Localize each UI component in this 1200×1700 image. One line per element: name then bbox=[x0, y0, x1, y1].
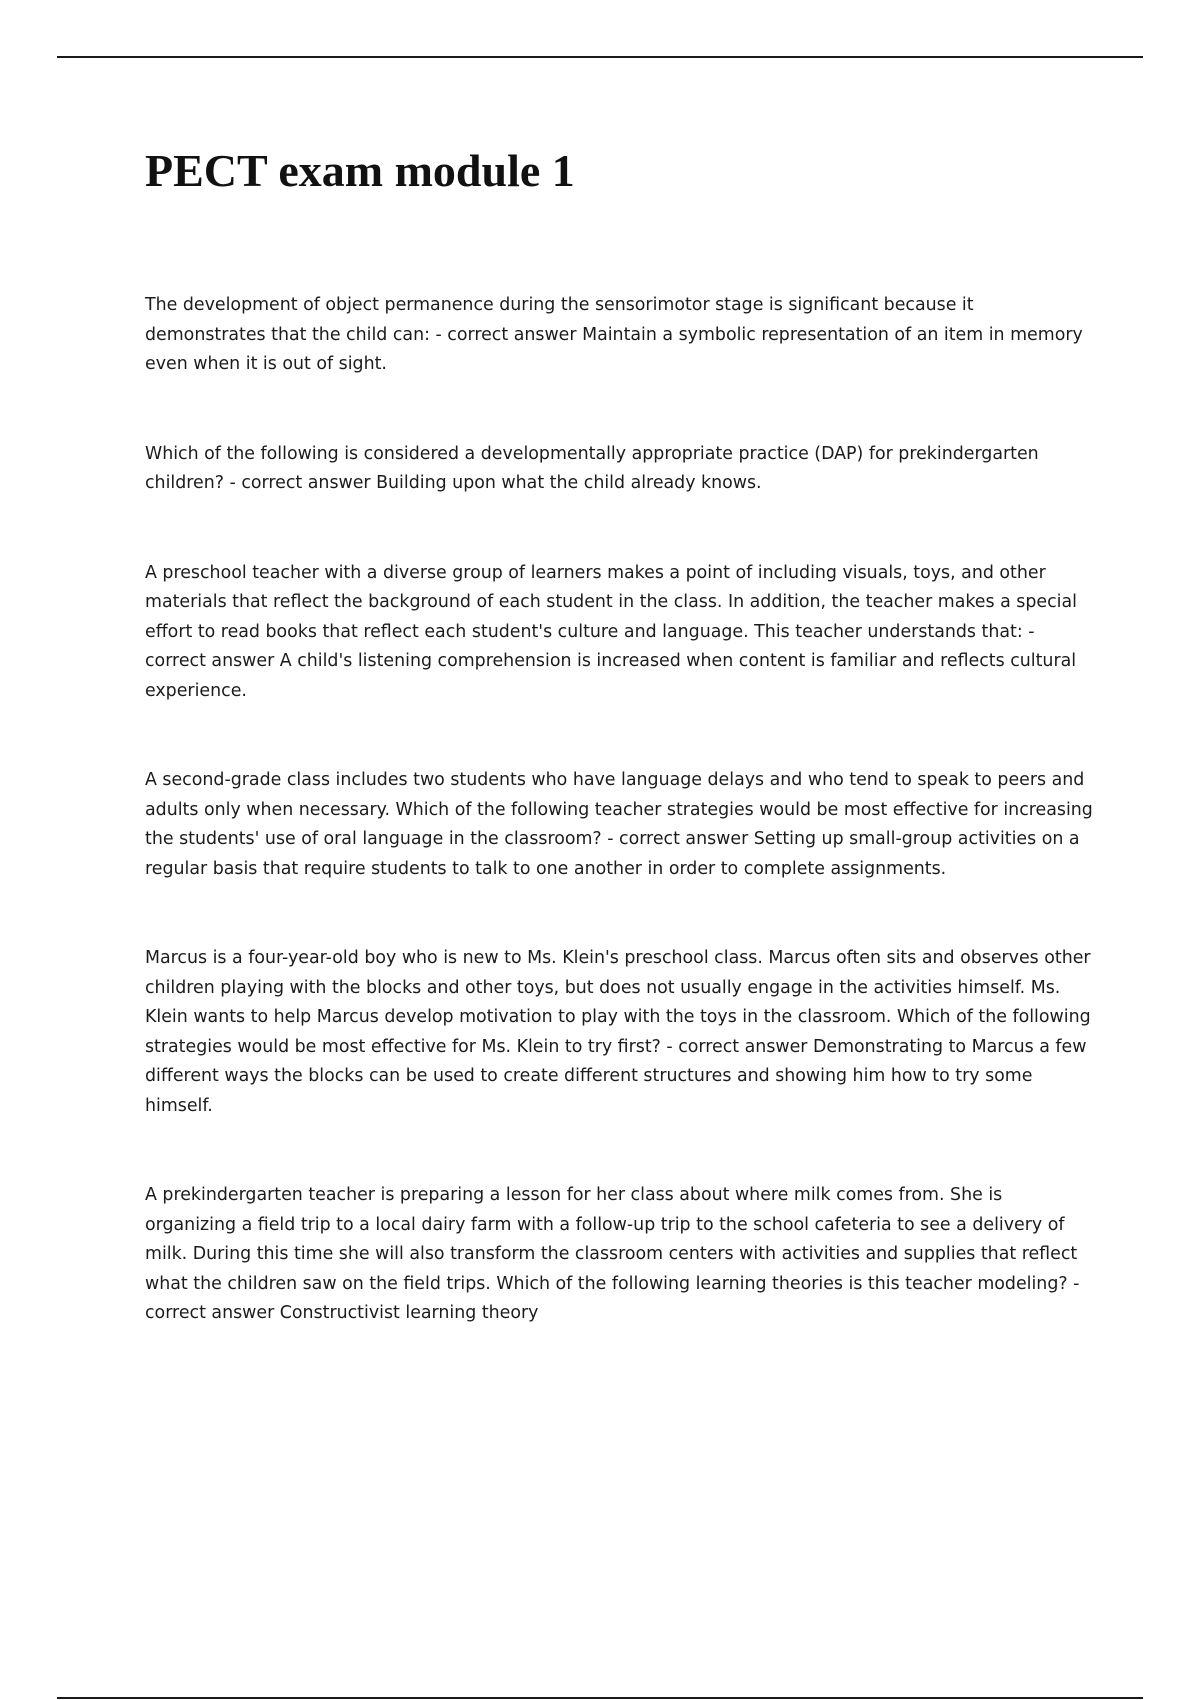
answer-text: Maintain a symbolic representation of an item in memory even when it is out of sight. bbox=[145, 324, 1083, 374]
answer-separator: - correct answer bbox=[145, 1273, 1080, 1323]
top-divider bbox=[57, 56, 1143, 58]
answer-text: Demonstrating to Marcus a few different ways the blocks can be used to create different structures and showing him how to try some himself. bbox=[145, 1036, 1087, 1116]
question-text: A prekindergarten teacher is preparing a lesson for her class about where milk comes from. She is organizing a field trip to a local dairy farm with a follow-up trip to the school cafeteria to see a delivery of milk. During this time she will also transform the classroom centers with activities and supplies that reflect what the children saw on the field trips. Which of the following learning theories is this teacher modeling? bbox=[145, 1185, 1078, 1294]
answer-separator: - correct answer bbox=[429, 324, 583, 345]
qa-item bbox=[145, 766, 1095, 884]
bottom-divider bbox=[57, 1697, 1143, 1699]
answer-text: Setting up small-group activities on a regular basis that require students to talk to one another in order to complete assignments. bbox=[145, 829, 1080, 879]
qa-item bbox=[145, 559, 1095, 707]
answer-separator: - correct answer bbox=[601, 829, 754, 849]
answer-text: Building upon what the child already knows. bbox=[376, 473, 762, 493]
question-text: The development of object permanence during the sensorimotor stage is significant because it demonstrates that the child can: bbox=[145, 295, 974, 345]
answer-text: Constructivist learning theory bbox=[279, 1303, 539, 1323]
answer-text: A child's listening comprehension is increased when content is familiar and reflects cultural experience. bbox=[145, 651, 1077, 701]
answer-separator: - correct answer bbox=[660, 1036, 813, 1057]
question-text: Marcus is a four-year-old boy who is new to Ms. Klein's preschool class. Marcus often sits and observes other children playing with the blocks and other toys, but does not usually engage in the activities himself. Ms. Klein wants to help Marcus develop motivation to play with the toys in the classroom. Which of the following strategies would be most effective for Ms. Klein to try first? bbox=[145, 948, 1091, 1057]
qa-item bbox=[145, 1181, 1095, 1329]
question-text: Which of the following is considered a developmentally appropriate practice (DAP) for prekindergarten children? bbox=[145, 443, 1039, 493]
question-text: A preschool teacher with a diverse group of learners makes a point of including visuals, toys, and other materials that reflect the background of each student in the class. In addition, the teacher makes a special effort to read books that reflect each student's culture and language. This teacher understands that: bbox=[145, 562, 1077, 642]
answer-separator: - correct answer bbox=[145, 621, 1035, 671]
question-text: A second-grade class includes two students who have language delays and who tend to speak to peers and adults only when necessary. Which of the following teacher strategies would be most effective for increasing the students' use of oral language in the classroom? bbox=[145, 770, 1093, 849]
answer-separator: - correct answer bbox=[224, 473, 377, 493]
qa-list bbox=[145, 291, 1095, 1389]
qa-item bbox=[145, 440, 1095, 499]
page-title: PECT exam module 1 bbox=[145, 145, 575, 196]
qa-item bbox=[145, 944, 1095, 1121]
qa-item bbox=[145, 291, 1095, 380]
